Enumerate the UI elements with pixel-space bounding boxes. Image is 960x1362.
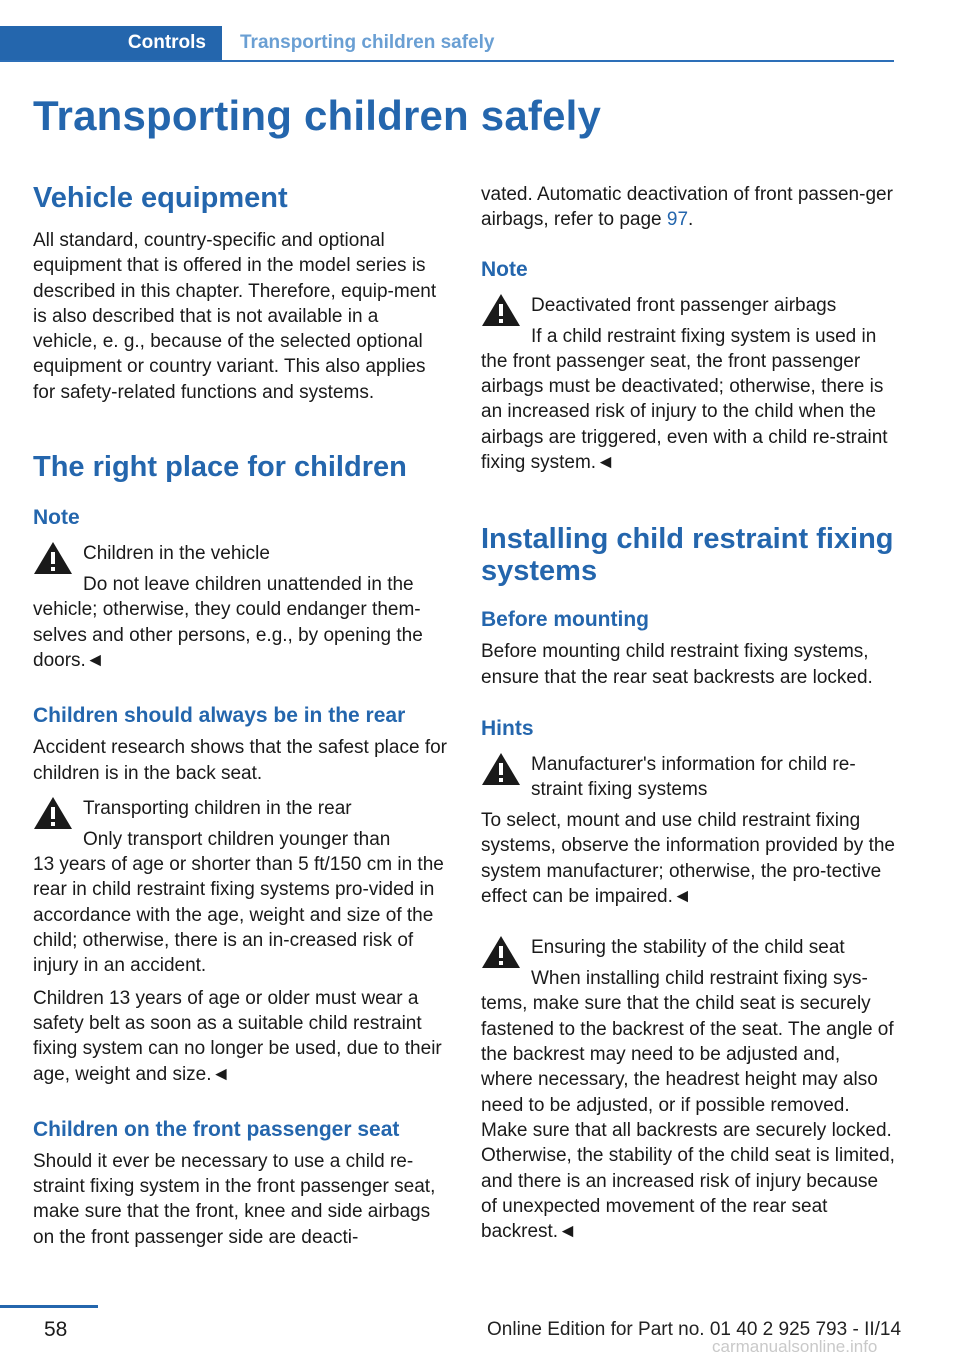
warning-body-first: When installing child restraint fixing sys- bbox=[531, 968, 868, 990]
paragraph-before-mounting: Before mounting child restraint fixing systems, ensure that the rear seat backrests are locked. bbox=[481, 641, 873, 688]
page-title: Transporting children safely bbox=[33, 92, 602, 139]
warning-stability bbox=[481, 935, 896, 1244]
warning-heading: Deactivated front passenger airbags bbox=[531, 294, 837, 316]
note-label: Note bbox=[481, 257, 528, 281]
warning-heading: Manufacturer's information for child re-straint fixing systems bbox=[531, 753, 856, 800]
warning-triangle-icon bbox=[481, 293, 521, 327]
warning-heading: Ensuring the stability of the child seat bbox=[531, 937, 845, 959]
warning-deactivated-airbags bbox=[481, 293, 896, 476]
heading-installing: Installing child restraint fixing systems bbox=[481, 523, 894, 588]
edition-text: Online Edition for Part no. 01 40 2 925 793 - II/14 bbox=[487, 1319, 902, 1340]
warning-heading: Children in the vehicle bbox=[83, 543, 270, 565]
warning-manufacturer-info bbox=[481, 752, 896, 909]
warning-body: the front passenger seat, the front passenger airbags must be deactivated; otherwise, there is an increased risk of injury to the child when the airbags are triggered, even with a child re-straint fixing system.◄ bbox=[481, 350, 888, 474]
warning-triangle-icon bbox=[481, 752, 521, 786]
page-link[interactable]: 97 bbox=[666, 209, 689, 231]
paragraph-front-seat: Should it ever be necessary to use a child re-straint fixing system in the front passenger seat, make sure that the front, knee and side airbags on the front passenger side are deacti- bbox=[33, 1150, 436, 1248]
warning-heading: Transporting children in the rear bbox=[83, 797, 352, 819]
warning-triangle-icon bbox=[33, 541, 73, 575]
heading-before-mounting: Before mounting bbox=[481, 608, 649, 632]
warning-triangle-icon bbox=[33, 796, 73, 830]
warning-transport-rear bbox=[33, 796, 448, 1087]
warning-body: tems, make sure that the child seat is securely fastened to the backrest of the seat. The angle of the backrest may need to be adjusted and, where necessary, the headrest height may also need to be adjusted, or if possible removed. Make sure that all backrests are securely locked. Otherwise, the stability of the child seat is limited, and there is an increased risk of injury because of unexpected movement of the rear seat backrest.◄ bbox=[481, 993, 895, 1243]
paragraph-continued-text: vated. Automatic deactivation of front passen-ger airbags, refer to page bbox=[481, 184, 893, 231]
heading-rear: Children should always be in the rear bbox=[33, 704, 406, 728]
chapter-tab[interactable]: Transporting children safely bbox=[240, 32, 495, 53]
paragraph-vehicle-equipment: All standard, country-specific and optional equipment that is offered in the model series is described in this chapter. Therefore, equip-ment is also described that is not available in a vehicle, e. g., because of the selected optional equipment or country variant. This also applies for safety-related functions and systems. bbox=[33, 230, 437, 403]
warning-body-first: If a child restraint fixing system is used in bbox=[531, 325, 877, 347]
paragraph-continued bbox=[481, 182, 896, 233]
page-number: 58 bbox=[44, 1318, 68, 1341]
warning-body: To select, mount and use child restraint fixing systems, observe the information provided by the system manufacturer; otherwise, the pro-tective effect can be impaired.◄ bbox=[481, 809, 895, 907]
header-divider bbox=[0, 60, 894, 62]
section-tab[interactable]: Controls bbox=[0, 26, 222, 60]
warning-body: 13 years of age or shorter than 5 ft/150 cm in the rear in child restraint fixing systems pro-vided in accordance with the age, weight and size of the child; otherwise, there is an in-creased risk of injury in an accident. bbox=[33, 854, 444, 977]
warning-body-first: Do not leave children unattended in the bbox=[83, 574, 414, 596]
paragraph-continued-end: . bbox=[688, 209, 694, 231]
header-bar bbox=[0, 26, 894, 62]
heading-right-place: The right place for children bbox=[33, 451, 407, 484]
footer-divider bbox=[0, 1305, 98, 1308]
warning-body-first: Only transport children younger than bbox=[83, 828, 391, 850]
left-column bbox=[33, 182, 448, 1257]
warning-body: vehicle; otherwise, they could endanger them-selves and other persons, e.g., by opening the doors.◄ bbox=[33, 599, 423, 671]
heading-vehicle-equipment: Vehicle equipment bbox=[33, 182, 288, 214]
warning-children-in-vehicle bbox=[33, 541, 448, 673]
heading-hints: Hints bbox=[481, 716, 534, 740]
warning-triangle-icon bbox=[481, 935, 521, 969]
paragraph-rear: Accident research shows that the safest place for children is in the back seat. bbox=[33, 737, 447, 784]
note-label: Note bbox=[33, 506, 80, 530]
watermark: carmanualsonline.info bbox=[712, 1337, 878, 1356]
heading-front-seat: Children on the front passenger seat bbox=[33, 1117, 400, 1141]
warning-body-2: Children 13 years of age or older must wear a safety belt as soon as a suitable child restraint fixing system can no longer be used, due to their age, weight and size.◄ bbox=[33, 987, 442, 1085]
right-column bbox=[481, 182, 896, 1251]
